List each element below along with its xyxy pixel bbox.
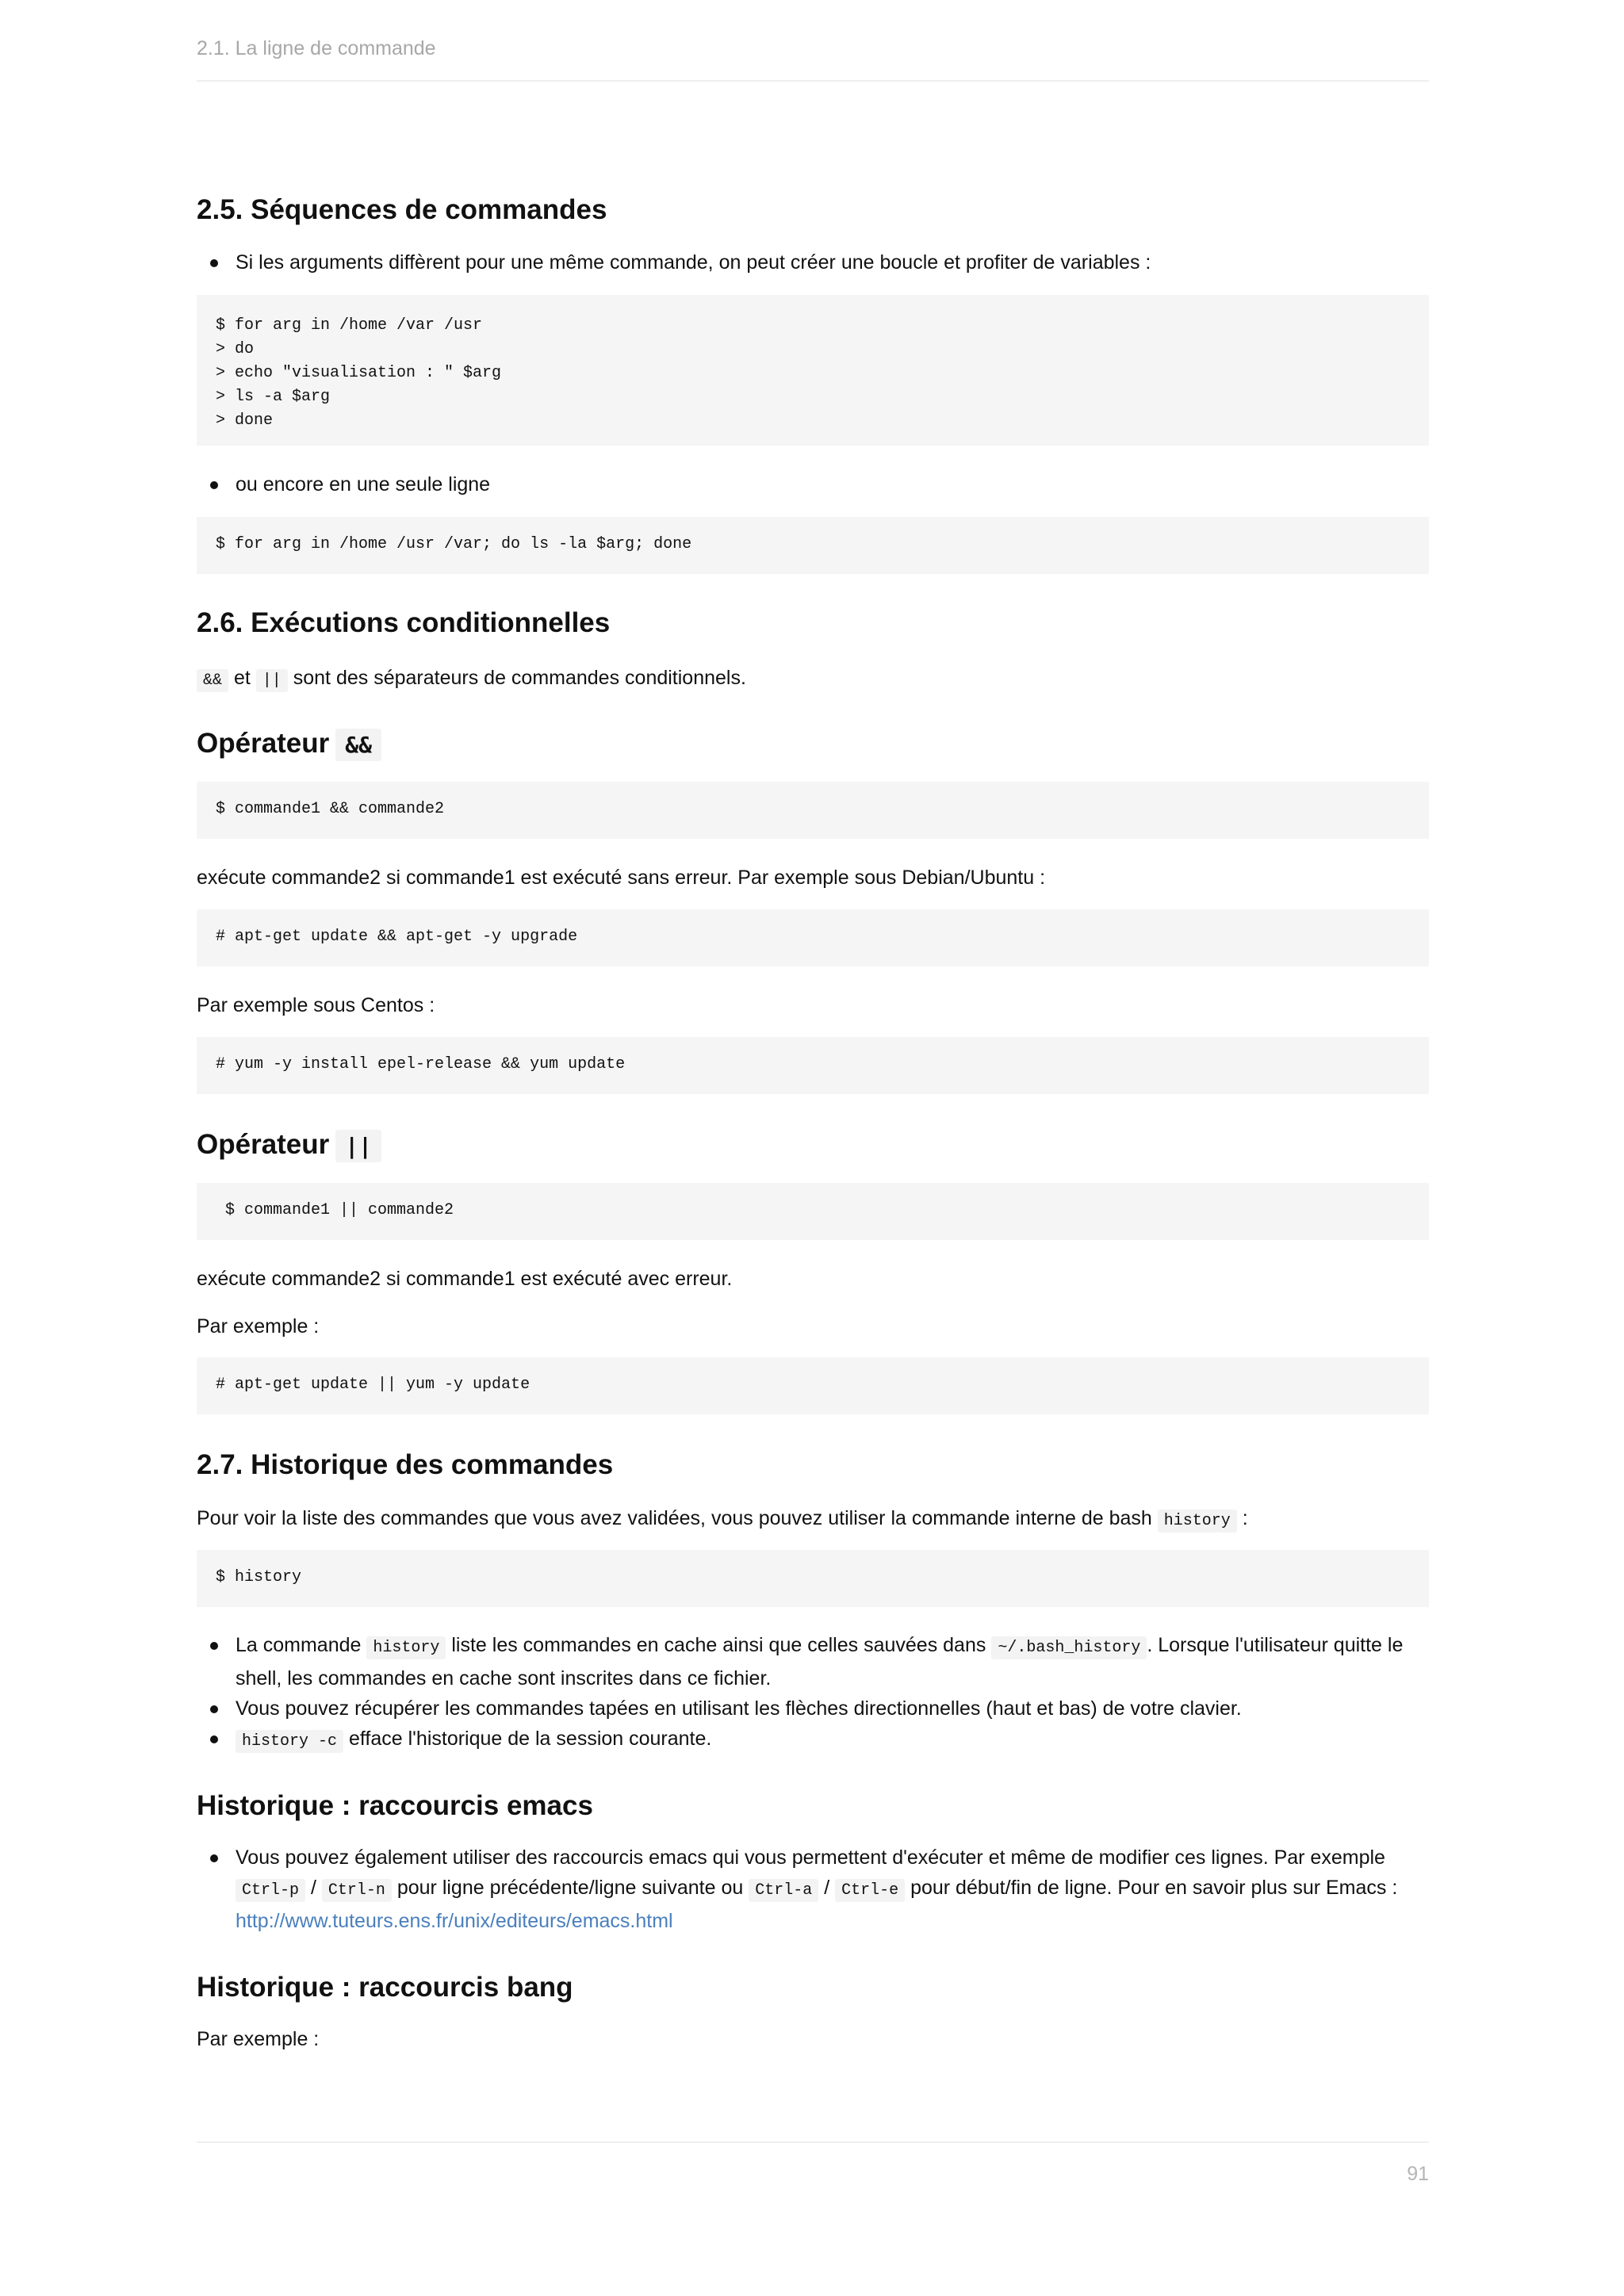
bullet-list-s25-b xyxy=(197,469,1429,499)
bullet-icon xyxy=(210,1705,218,1713)
header-divider xyxy=(197,80,1429,82)
section-title-2-6: 2.6. Exécutions conditionnelles xyxy=(197,607,611,638)
emacs-link[interactable]: http://www.tuteurs.ens.fr/unix/editeurs/emacs.html xyxy=(236,1910,673,1932)
code-block-debian: # apt-get update && apt-get -y upgrade xyxy=(197,909,1429,966)
code-block-history: $ history xyxy=(197,1550,1429,1607)
running-header: 2.1. La ligne de commande xyxy=(197,37,436,59)
inline-code: && xyxy=(197,669,228,692)
list-item: Vous pouvez récupérer les commandes tapées en utilisant les flèches directionnelles (haut et bas) de votre clavier. xyxy=(197,1693,1429,1724)
separators-intro: && et || sont des séparateurs de commandes conditionnels. xyxy=(197,663,746,696)
inline-code: Ctrl-p xyxy=(236,1879,305,1902)
or-description: exécute commande2 si commande1 est exécuté avec erreur. xyxy=(197,1268,733,1290)
bullet-list-emacs xyxy=(197,1843,1429,1936)
bang-intro: Par exemple : xyxy=(197,2028,320,2050)
list-item: history -c efface l'historique de la session courante. xyxy=(197,1724,1429,1757)
page-number: 91 xyxy=(1407,2163,1429,2185)
bullet-icon xyxy=(210,1854,218,1862)
inline-code: history xyxy=(366,1636,446,1659)
code-block-for-loop: $ for arg in /home /var /usr > do > echo "visualisation : " $arg > ls -a $arg > done xyxy=(197,295,1429,446)
inline-code: Ctrl-a xyxy=(749,1879,818,1902)
inline-code: ~/.bash_history xyxy=(991,1636,1147,1659)
subsection-title-and: Opérateur && xyxy=(197,728,381,761)
subsection-title-bang: Historique : raccourcis bang xyxy=(197,1972,573,2003)
code-block-centos: # yum -y install epel-release && yum update xyxy=(197,1037,1429,1094)
inline-code: || xyxy=(256,669,288,692)
section-title-2-5: 2.5. Séquences de commandes xyxy=(197,194,607,225)
code-block-or: $ commande1 || commande2 xyxy=(197,1183,1429,1240)
footer-divider xyxy=(197,2141,1429,2143)
history-intro: Pour voir la liste des commandes que vous avez validées, vous pouvez utiliser la commande interne de bash history : xyxy=(197,1503,1248,1536)
code-block-one-line-loop: $ for arg in /home /usr /var; do ls -la $arg; done xyxy=(197,517,1429,574)
or-example-intro: Par exemple : xyxy=(197,1315,320,1337)
list-item: Vous pouvez également utiliser des raccourcis emacs qui vous permettent d'exécuter et même de modifier ces lignes. Par exemple Ctrl-p / Ctrl-n pour ligne précédente/ligne suivante ou Ctrl-a / Ctrl-e pour début/fin de ligne. Pour en savoir plus sur Emacs : http://www.tuteurs.ens.fr/unix/editeurs/emacs.html xyxy=(197,1843,1429,1936)
bullet-icon xyxy=(210,481,218,489)
code-block-or-example: # apt-get update || yum -y update xyxy=(197,1357,1429,1414)
list-item: Si les arguments diffèrent pour une même commande, on peut créer une boucle et profiter de variables : xyxy=(197,247,1429,277)
bullet-list-history xyxy=(197,1630,1429,1757)
centos-intro: Par exemple sous Centos : xyxy=(197,994,435,1016)
inline-code: Ctrl-n xyxy=(322,1879,392,1902)
subsection-title-emacs: Historique : raccourcis emacs xyxy=(197,1790,593,1821)
list-item: ou encore en une seule ligne xyxy=(197,469,1429,499)
inline-code: && xyxy=(335,729,381,761)
inline-code: Ctrl-e xyxy=(835,1879,905,1902)
inline-code: history -c xyxy=(236,1730,343,1753)
bullet-icon xyxy=(210,259,218,267)
document-page xyxy=(197,0,1429,2296)
bullet-list-s25-a xyxy=(197,247,1429,277)
bullet-icon xyxy=(210,1642,218,1650)
inline-code: || xyxy=(335,1130,381,1162)
inline-code: history xyxy=(1158,1510,1237,1533)
code-block-and: $ commande1 && commande2 xyxy=(197,782,1429,839)
and-description: exécute commande2 si commande1 est exécuté sans erreur. Par exemple sous Debian/Ubuntu : xyxy=(197,867,1046,889)
bullet-icon xyxy=(210,1735,218,1743)
subsection-title-or: Opérateur || xyxy=(197,1129,381,1162)
list-item: La commande history liste les commandes en cache ainsi que celles sauvées dans ~/.bash_history . Lorsque l'utilisateur quitte le shell, les commandes en cache sont inscrites dans ce fichier. xyxy=(197,1630,1429,1693)
section-title-2-7: 2.7. Historique des commandes xyxy=(197,1449,614,1480)
